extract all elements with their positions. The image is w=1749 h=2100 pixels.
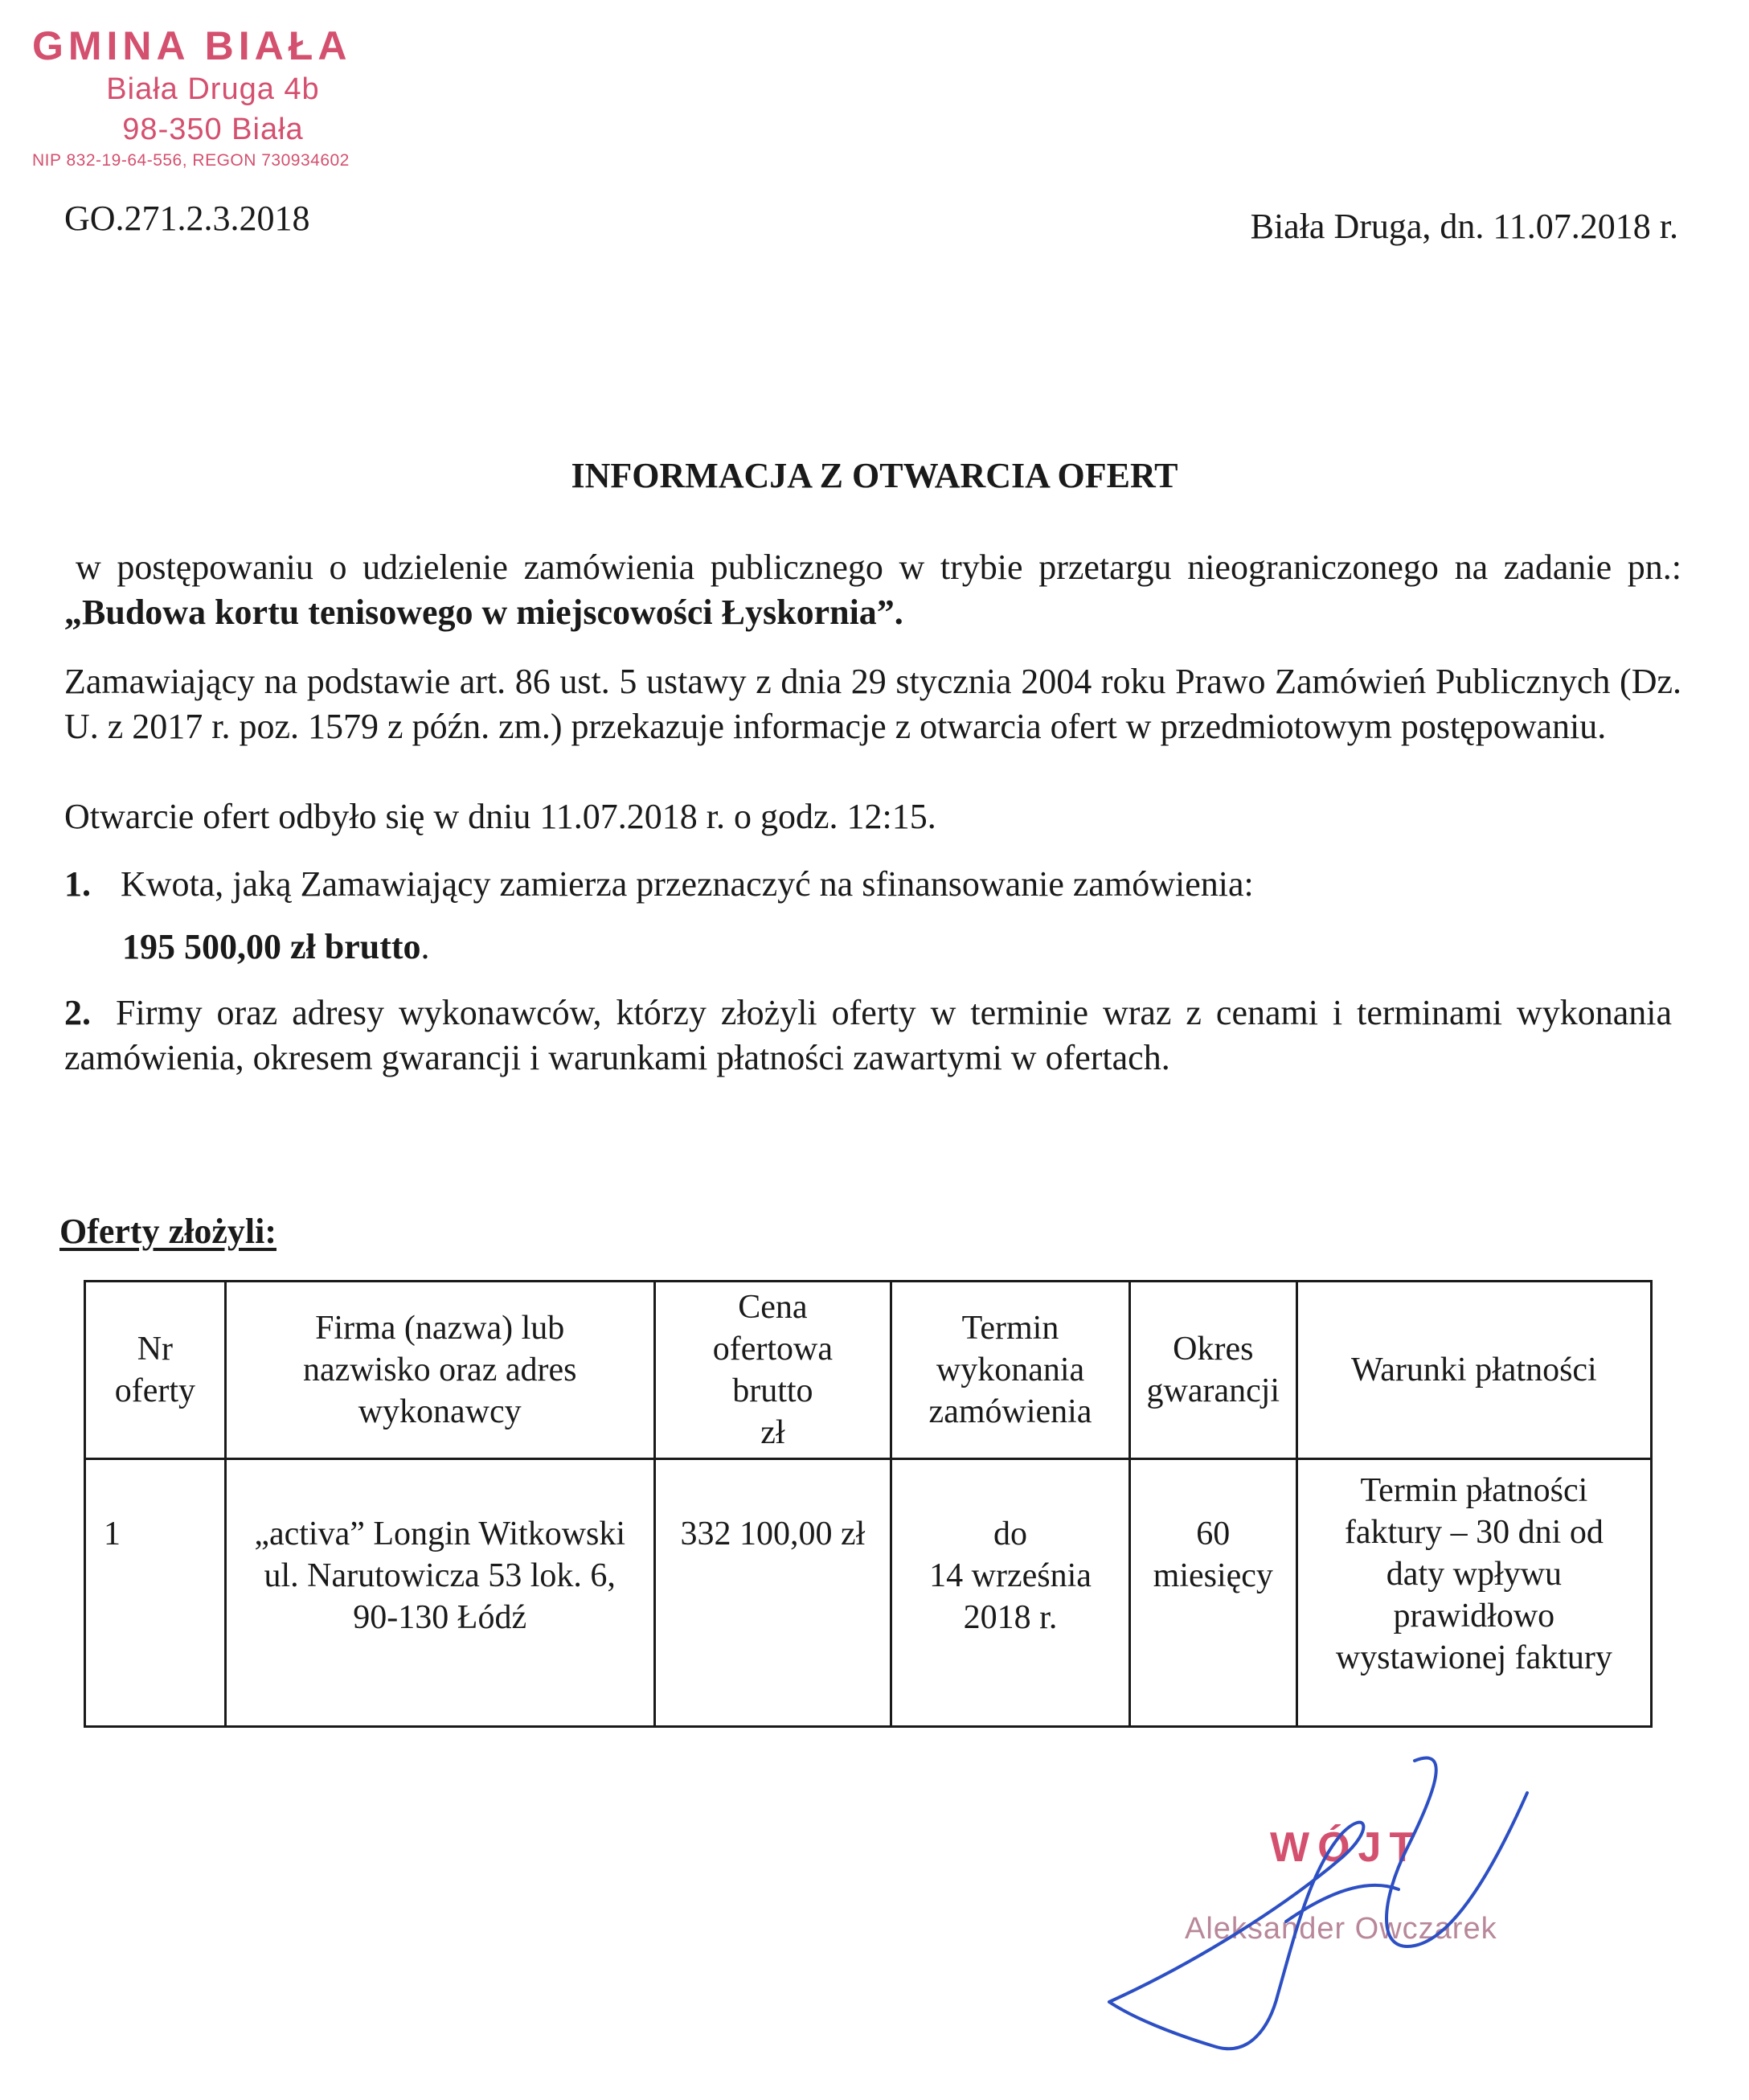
offers-table: [84, 1280, 1653, 1728]
opening-paragraph: Otwarcie ofert odbyło się w dniu 11.07.2018 r. o godz. 12:15.: [64, 797, 936, 836]
cell-guarantee: [1129, 1459, 1296, 1727]
intro-paragraph: [64, 545, 1681, 635]
header-guarantee: [1129, 1282, 1296, 1459]
table-row: [85, 1459, 1652, 1727]
stamp-address-line1: Biała Druga 4b: [106, 72, 320, 106]
item-2: [64, 991, 1672, 1081]
cell-line: nazwisko oraz adres: [302, 1351, 577, 1388]
cell-price: 332 100,00 zł: [654, 1459, 891, 1727]
cell-line: faktury – 30 dni od: [1344, 1514, 1604, 1551]
task-name: „Budowa kortu tenisowego w miejscowości Łyskornia”.: [64, 593, 903, 632]
header-term: [891, 1282, 1130, 1459]
cell-line: daty wpływu: [1386, 1556, 1562, 1593]
cell-line: prawidłowo: [1393, 1598, 1555, 1634]
table-header-row: [85, 1282, 1652, 1459]
legal-basis-paragraph: Zamawiający na podstawie art. 86 ust. 5 ustawy z dnia 29 stycznia 2004 roku Prawo Zamówień Publicznych (Dz. U. z 2017 r. poz. 1579 z późn. zm.) przekazuje informacje z otwarcia ofert w przedmiotowym postępowaniu.: [64, 662, 1681, 746]
cell-line: Nr: [137, 1331, 174, 1368]
cell-line: 14 września: [929, 1557, 1092, 1594]
cell-line: Okres: [1173, 1331, 1254, 1368]
cell-line: wykonawcy: [358, 1393, 522, 1430]
signature-stroke: [1109, 1758, 1527, 2049]
signature-stamp-title: WÓJT: [1270, 1824, 1423, 1871]
cell-line: Termin: [961, 1310, 1059, 1347]
cell-line: 90-130 Łódź: [353, 1599, 527, 1636]
document-title: INFORMACJA Z OTWARCIA OFERT: [571, 456, 1178, 495]
stamp-address-line2: 98-350 Biała: [122, 113, 304, 146]
header-nr: [85, 1282, 226, 1459]
cell-line: 2018 r.: [963, 1599, 1058, 1636]
cell-term: [891, 1459, 1130, 1727]
signature-stamp-name: Aleksander Owczarek: [1185, 1912, 1497, 1946]
cell-line: ul. Narutowicza 53 lok. 6,: [264, 1557, 616, 1594]
cell-payment: [1296, 1459, 1651, 1727]
municipality-stamp: [32, 23, 402, 170]
cell-line: miesięcy: [1153, 1557, 1273, 1594]
item-2-number: 2.: [64, 993, 91, 1032]
offers-heading: Oferty złożyli:: [59, 1212, 276, 1251]
cell-line: brutto: [732, 1372, 813, 1409]
header-price: [654, 1282, 891, 1459]
cell-line: gwarancji: [1146, 1372, 1280, 1409]
cell-line: Cena: [738, 1289, 808, 1326]
cell-nr: 1: [85, 1459, 226, 1727]
stamp-ids: NIP 832-19-64-556, REGON 730934602: [32, 151, 350, 170]
place-date: Biała Druga, dn. 11.07.2018 r.: [1250, 207, 1678, 246]
stamp-name: GMINA BIAŁA: [32, 23, 352, 68]
cell-line: „activa” Longin Witkowski: [254, 1516, 626, 1552]
cell-line: zamówienia: [928, 1393, 1092, 1430]
budget-amount: [122, 926, 430, 967]
cell-line: 60: [1196, 1516, 1231, 1552]
reference-number: GO.271.2.3.2018: [64, 199, 310, 238]
cell-line: Firma (nazwa) lub: [315, 1310, 565, 1347]
header-payment: [1296, 1282, 1651, 1459]
cell-line: wykonania: [936, 1351, 1085, 1388]
cell-line: ofertowa: [712, 1331, 834, 1368]
budget-amount-value: 195 500,00 zł brutto: [122, 927, 421, 966]
cell-line: Termin płatności: [1360, 1472, 1588, 1509]
intro-text: w postępowaniu o udzielenie zamówienia publicznego w trybie przetargu nieograniczonego na zadanie pn.:: [76, 548, 1681, 587]
cell-line: do: [993, 1516, 1027, 1552]
item-1-text: Kwota, jaką Zamawiający zamierza przeznaczyć na sfinansowanie zamówienia:: [121, 864, 1254, 904]
cell-line: oferty: [114, 1372, 196, 1409]
item-1: [64, 862, 1681, 907]
header-firm: [225, 1282, 654, 1459]
cell-line: zł: [760, 1414, 785, 1451]
item-2-text: Firmy oraz adresy wykonawców, którzy złożyli oferty w terminie wraz z cenami i terminami wykonania zamówienia, okresem gwarancji i warunkami płatności zawartymi w ofertach.: [64, 993, 1672, 1077]
item-1-number: 1.: [64, 864, 91, 904]
cell-line: wystawionej faktury: [1335, 1639, 1612, 1676]
handwritten-signature: [1077, 1729, 1575, 2082]
cell-firm: [225, 1459, 654, 1727]
budget-amount-suffix: .: [420, 927, 430, 966]
cell-line: Warunki płatności: [1351, 1351, 1597, 1388]
